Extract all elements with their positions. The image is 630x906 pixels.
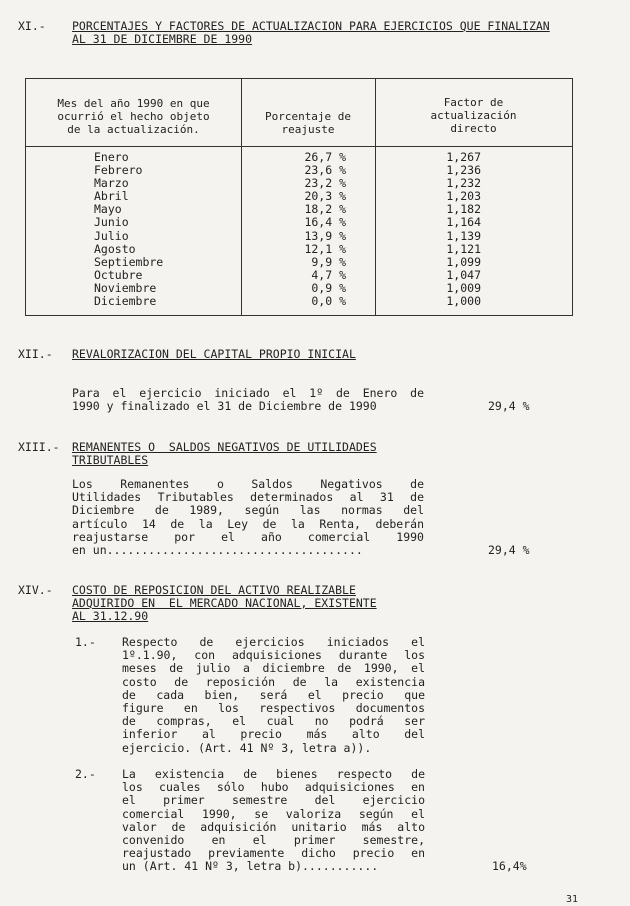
table-cell: 20,3 % [304,189,346,204]
body-line: La existencia de bienes respecto de [122,767,425,781]
section-xiv-title-line-1: COSTO DE REPOSICION DEL ACTIVO REALIZABLE [72,583,356,597]
table-cell: Marzo [94,176,129,191]
body-line: los cuales sólo hubo adquisiciones en [122,780,425,795]
table-cell: Mayo [94,202,122,217]
item-2-value: 16,4% [492,859,527,873]
section-xi-number: XI.- [18,19,46,33]
section-xiii-title-line-1: REMANENTES O SALDOS NEGATIVOS DE UTILIDADES [72,440,377,454]
table-cell: 1,267 [446,150,481,164]
body-line: el primer semestre del ejercicio [122,793,425,808]
body-line: reajustarse por el año comercial 1990 [72,529,424,544]
body-line: figure en los respectivos documentos [122,700,425,715]
body-line: meses de julio a diciembre de 1990, el [122,661,425,676]
body-line: costo de reposición de la existencia [122,674,425,689]
body-line: un (Art. 41 Nº 3, letra b)........... [122,859,379,874]
table-cell: 1,236 [446,163,481,178]
table-cell: 26,7 % [304,150,346,164]
table-column-percentages [271,151,346,308]
body-line: Diciembre de 1989, según las normas del [72,503,424,518]
body-line: Respecto de ejercicios iniciados el [122,635,425,649]
body-line: de compras, el cual no podrá ser [122,714,425,729]
body-line: reajustado previamente dicho precio en [122,846,425,861]
table-column-factors [406,151,481,308]
table-header-month: Mes del año 1990 en que ocurrió el hecho objeto de la actualización. [57,97,210,136]
table-cell: Octubre [94,267,143,282]
table-cell: Abril [94,189,129,204]
table-column-months [94,151,234,308]
section-xiii-title-line-2: TRIBUTABLES [72,453,149,467]
section-xi-title-line-1: PORCENTAJES Y FACTORES DE ACTUALIZACION PARA EJERCICIOS QUE FINALIZAN [72,19,550,33]
section-xiv-title-line-3: AL 31.12.90 [72,609,149,623]
body-line: Utilidades Tributables determinados al 31 de [72,490,424,505]
table-cell: Agosto [94,241,136,256]
table-cell: 0,9 % [311,280,346,295]
table-cell: Noviembre [94,280,157,295]
section-xiv-title-line-2: ADQUIRIDO EN EL MERCADO NACIONAL, EXISTENTE [72,596,377,610]
table-cell: 9,9 % [311,254,346,269]
table-cell: 1,000 [446,294,481,309]
body-line: convenido en el primer semestre, [122,832,425,847]
table-cell: Julio [94,228,129,243]
body-line: comercial 1990, se valoriza según el [122,806,425,821]
body-line: en un..................................... [72,542,363,557]
item-2-label: 2.- [75,767,96,781]
table-cell: 1,203 [446,189,481,204]
table-cell: 18,2 % [304,202,346,217]
table-cell: 13,9 % [304,228,346,243]
body-line: Los Remanentes o Saldos Negativos de [72,477,424,491]
table-cell: 12,1 % [304,241,346,256]
table-cell: Febrero [94,163,143,178]
table-cell: 1,139 [446,228,481,243]
table-cell: Septiembre [94,254,164,269]
table-header-percentage: Porcentaje de reajuste [264,110,352,136]
section-xii-title: REVALORIZACION DEL CAPITAL PROPIO INICIAL [72,347,356,361]
table-cell: 23,2 % [304,176,346,191]
section-xii-value: 29,4 % [488,399,530,413]
body-line: artículo 14 de la Ley de la Renta, deberán [72,516,424,531]
table-cell: 1,009 [446,280,481,295]
table-cell: 0,0 % [311,294,346,309]
table-cell: 1,099 [446,254,481,269]
item-2-body [122,768,425,874]
table-cell: 1,047 [446,267,481,282]
section-xiv-number: XIV.- [18,583,53,597]
table-cell: 1,121 [446,241,481,256]
table-cell: Diciembre [94,294,157,309]
table-cell: 16,4 % [304,215,346,230]
body-line: valor de adquisición unitario más alto [122,819,425,834]
section-xiii-value: 29,4 % [488,543,530,557]
section-xiii-number: XIII.- [18,440,60,454]
section-xiii-body [72,478,424,557]
body-line: de cada bien, será el precio que [122,687,425,702]
table-header-divider [26,146,572,147]
table-cell: Junio [94,215,129,230]
item-1-body [122,636,425,755]
table-cell: 1,232 [446,176,481,191]
body-line: inferior al precio más alto del [122,727,425,742]
body-line: Para el ejercicio iniciado el 1º de Enero de [72,386,424,400]
section-xii-number: XII.- [18,347,53,361]
page-number: 31 [566,894,579,905]
table-cell: 23,6 % [304,163,346,178]
table-cell: 4,7 % [311,267,346,282]
section-xii-body [72,387,424,413]
body-line: ejercicio. (Art. 41 Nº 3, letra a)). [122,740,372,755]
item-1-label: 1.- [75,635,96,649]
table-cell: 1,164 [446,215,481,230]
body-line: 1990 y finalizado el 31 de Diciembre de 1990 [72,399,377,414]
table-cell: 1,182 [446,202,481,217]
update-factors-table [25,78,573,316]
table-header-factor: Factor de actualización directo [430,96,517,135]
section-xi-title-line-2: AL 31 DE DICIEMBRE DE 1990 [72,32,253,46]
body-line: 1º.1.90, con adquisiciones durante los [122,648,425,663]
table-cell: Enero [94,150,129,164]
